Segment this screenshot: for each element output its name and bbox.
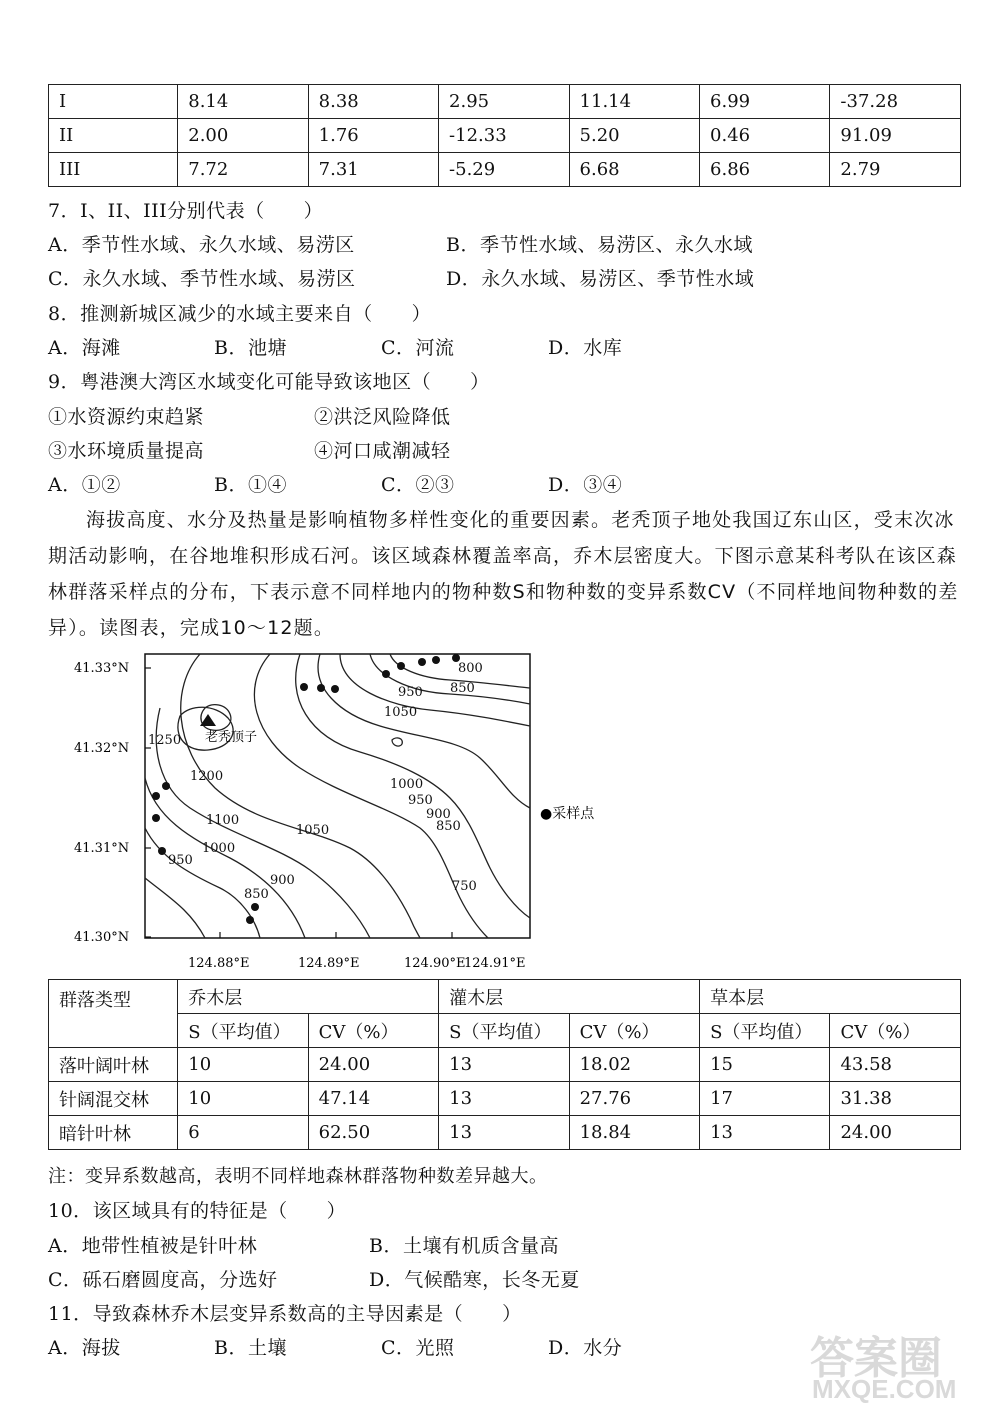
- q8-option-a[interactable]: A．海滩: [48, 337, 121, 359]
- table-cell: 24.00: [308, 1048, 439, 1082]
- lon-label: 124.89°E: [298, 956, 360, 971]
- sample-point: [397, 662, 405, 670]
- q7-option-a[interactable]: A．季节性水域、永久水域、易涝区: [48, 234, 355, 256]
- q7-option-d[interactable]: D．永久水域、易涝区、季节性水域: [446, 268, 755, 290]
- q9-statement-1: ①水资源约束趋紧: [48, 406, 205, 428]
- contour-label: 1100: [206, 813, 240, 828]
- table-cell: -37.28: [830, 85, 961, 119]
- q11-option-c[interactable]: C．光照: [381, 1337, 455, 1359]
- header-s: S（平均值）: [178, 1014, 308, 1048]
- q10-option-a[interactable]: A．地带性植被是针叶林: [48, 1235, 258, 1257]
- table-header-row: [49, 1014, 961, 1048]
- contour-label: 950: [398, 685, 423, 700]
- contour-label: 900: [426, 807, 451, 822]
- sample-point: [251, 903, 259, 911]
- q8-option-d[interactable]: D．水库: [548, 337, 623, 359]
- map-frame: [145, 654, 530, 938]
- sample-point: [331, 685, 339, 693]
- contour-label: 950: [408, 793, 433, 808]
- table-cell: 62.50: [308, 1116, 439, 1150]
- contour-label: 850: [244, 887, 269, 902]
- sample-point: [152, 792, 160, 800]
- table-cell: 6.86: [700, 153, 830, 187]
- contour-label: 1050: [384, 705, 418, 720]
- q10-option-c[interactable]: C．砾石磨圆度高，分选好: [48, 1269, 278, 1291]
- table-cell: 91.09: [830, 119, 961, 153]
- table-cell: II: [49, 119, 178, 153]
- lon-label: 124.90°E: [404, 956, 466, 971]
- table-cell: 8.38: [308, 85, 438, 119]
- question-11-stem: 11．导致森林乔木层变异系数高的主导因素是（ ）: [48, 1303, 522, 1325]
- table-cell: 7.31: [308, 153, 438, 187]
- header-cv: CV（%）: [830, 1014, 961, 1048]
- q9-option-b[interactable]: B．①④: [214, 474, 287, 496]
- table-row: [49, 1116, 961, 1150]
- map-legend: ●采样点: [540, 806, 595, 822]
- table-header-row: [49, 980, 961, 1014]
- sample-point: [317, 684, 325, 692]
- table-cell: 13: [439, 1116, 569, 1150]
- lon-label: 124.88°E: [188, 956, 250, 971]
- q9-option-c[interactable]: C．②③: [381, 474, 455, 496]
- q10-option-d[interactable]: D．气候酷寒，长冬无夏: [369, 1269, 580, 1291]
- table-cell: 15: [700, 1048, 830, 1082]
- table-cell: -5.29: [439, 153, 570, 187]
- lat-label: 41.30°N: [74, 930, 130, 945]
- table-cell: -12.33: [439, 119, 570, 153]
- table-cell: 2.95: [439, 85, 570, 119]
- header-cv: CV（%）: [308, 1014, 439, 1048]
- table-cell: 落叶阔叶林: [49, 1048, 178, 1082]
- table-cell: 13: [700, 1116, 830, 1150]
- peak-label: 老秃顶子: [205, 730, 258, 745]
- contour-label: 850: [436, 819, 461, 834]
- sample-point: [418, 658, 426, 666]
- table-row: [49, 119, 961, 153]
- contour-label: 900: [270, 873, 295, 888]
- q8-option-c[interactable]: C．河流: [381, 337, 455, 359]
- sample-point: [452, 654, 460, 662]
- table-cell: 17: [700, 1082, 830, 1116]
- table-row: [49, 153, 961, 187]
- table-cell: 2.00: [178, 119, 308, 153]
- header-s: S（平均值）: [700, 1014, 830, 1048]
- table-cell: 7.72: [178, 153, 308, 187]
- table-cell: III: [49, 153, 178, 187]
- table-cell: 27.76: [569, 1082, 700, 1116]
- contour-label: 1050: [296, 823, 330, 838]
- contour-label: 1000: [390, 777, 424, 792]
- question-10-stem: 10．该区域具有的特征是（ ）: [48, 1200, 347, 1222]
- sample-point: [158, 847, 166, 855]
- table-cell: 6: [178, 1116, 308, 1150]
- table-cell: 10: [178, 1082, 308, 1116]
- sample-point: [152, 814, 160, 822]
- sample-point: [300, 683, 308, 691]
- table-cell: 43.58: [830, 1048, 961, 1082]
- q11-option-d[interactable]: D．水分: [548, 1337, 623, 1359]
- question-8-stem: 8．推测新城区减少的水域主要来自（ ）: [48, 303, 432, 325]
- sample-point: [432, 656, 440, 664]
- q9-statement-3: ③水环境质量提高: [48, 440, 205, 462]
- q10-option-b[interactable]: B．土壤有机质含量高: [369, 1235, 559, 1257]
- header-cv: CV（%）: [569, 1014, 700, 1048]
- sample-point: [246, 916, 254, 924]
- q11-option-a[interactable]: A．海拔: [48, 1337, 121, 1359]
- table-row: [49, 85, 961, 119]
- water-change-table: [48, 84, 961, 187]
- lat-label: 41.32°N: [74, 741, 130, 756]
- lon-label: 124.91°E: [464, 956, 526, 971]
- table-cell: 针阔混交林: [49, 1082, 178, 1116]
- contour-label: 750: [452, 879, 477, 894]
- question-9-stem: 9．粤港澳大湾区水域变化可能导致该地区（ ）: [48, 371, 490, 393]
- table-cell: I: [49, 85, 178, 119]
- table-note: 注：变异系数越高，表明不同样地森林群落物种数差异越大。: [48, 1166, 548, 1187]
- table-cell: 2.79: [830, 153, 961, 187]
- table-cell: 6.68: [569, 153, 699, 187]
- table-cell: 18.02: [569, 1048, 700, 1082]
- header-s: S（平均值）: [439, 1014, 569, 1048]
- question-7-stem: 7．I、II、III分别代表（ ）: [48, 200, 324, 222]
- lat-label: 41.31°N: [74, 841, 130, 856]
- lat-label: 41.33°N: [74, 661, 130, 676]
- table-cell: 13: [439, 1082, 569, 1116]
- contour-label: 1200: [190, 769, 224, 784]
- table-row: [49, 1082, 961, 1116]
- contour-label: 950: [168, 853, 193, 868]
- reading-passage: 海拔高度、水分及热量是影响植物多样性变化的重要因素。老秃顶子地处我国辽东山区，受末次冰期活动影响，在谷地堆积形成石河。该区域森林覆盖率高，乔木层密度大。下图示意某科考队在该区森林群落采样点的分布，下表示意不同样地内的物种数S和物种数的变异系数CV（不同样地间物种数的差异）。读图表，完成10～12题。: [48, 509, 959, 639]
- q9-option-a[interactable]: A．①②: [48, 474, 121, 496]
- table-cell: 8.14: [178, 85, 308, 119]
- header-tree-layer: 乔木层: [178, 980, 439, 1014]
- watermark-logo: 答案圈: [810, 1334, 942, 1383]
- table-cell: 13: [439, 1048, 569, 1082]
- table-row: [49, 1048, 961, 1082]
- table-cell: 18.84: [569, 1116, 700, 1150]
- header-community-type: 群落类型: [49, 980, 178, 1048]
- q8-option-b[interactable]: B．池塘: [214, 337, 287, 359]
- table-cell: 暗针叶林: [49, 1116, 178, 1150]
- contour-label: 800: [458, 661, 483, 676]
- sample-point: [382, 670, 390, 678]
- header-herb-layer: 草本层: [700, 980, 961, 1014]
- contour-map: [40, 648, 640, 978]
- contour-label: 1000: [202, 841, 236, 856]
- sample-point: [162, 782, 170, 790]
- table-cell: 1.76: [308, 119, 438, 153]
- table-cell: 6.99: [700, 85, 830, 119]
- table-cell: 10: [178, 1048, 308, 1082]
- species-table: [48, 979, 961, 1150]
- table-cell: 11.14: [569, 85, 699, 119]
- header-shrub-layer: 灌木层: [439, 980, 700, 1014]
- table-cell: 0.46: [700, 119, 830, 153]
- q11-option-b[interactable]: B．土壤: [214, 1337, 287, 1359]
- watermark-url: MXQE.COM: [812, 1374, 957, 1404]
- q7-option-b[interactable]: B．季节性水域、易涝区、永久水域: [446, 234, 753, 256]
- table-cell: 24.00: [830, 1116, 961, 1150]
- q9-option-d[interactable]: D．③④: [548, 474, 623, 496]
- contour-label: 850: [450, 681, 475, 696]
- table-cell: 31.38: [830, 1082, 961, 1116]
- q7-option-c[interactable]: C．永久水域、季节性水域、易涝区: [48, 268, 356, 290]
- contour-label: 1250: [148, 733, 182, 748]
- table-cell: 47.14: [308, 1082, 439, 1116]
- q9-statement-4: ④河口咸潮减轻: [314, 440, 451, 462]
- table-cell: 5.20: [569, 119, 699, 153]
- q9-statement-2: ②洪泛风险降低: [314, 406, 451, 428]
